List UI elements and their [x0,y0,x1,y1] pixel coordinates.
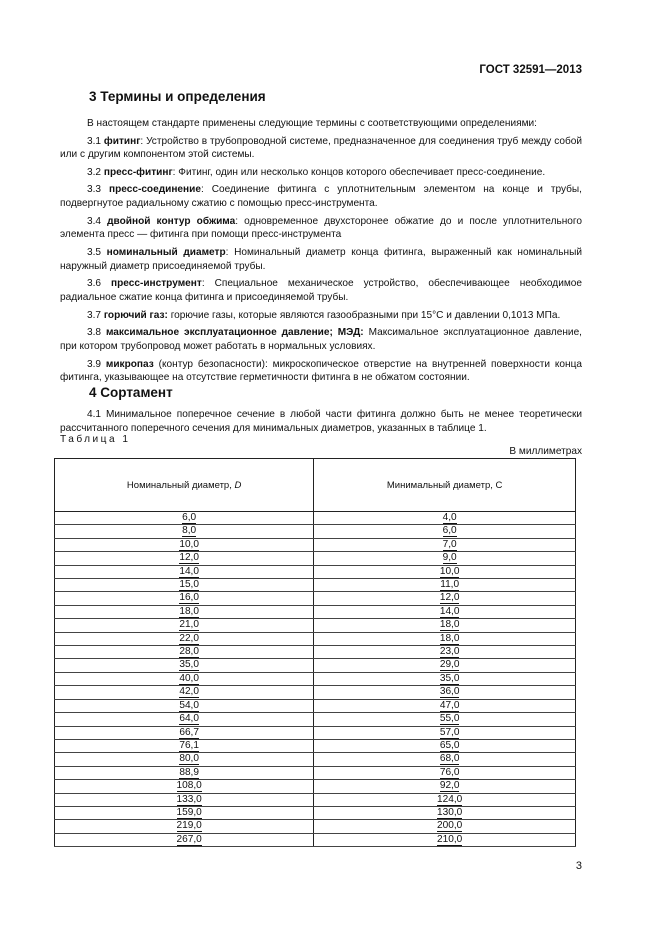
table-row [55,739,576,752]
cell-value: 15,0 [179,579,199,591]
term-definition [60,183,582,210]
term-name: пресс-фитинг [103,166,173,178]
nominal-diameter-cell [55,579,314,592]
cell-value: 10,0 [439,565,460,577]
cell-value: 8,0 [182,525,197,537]
section-4-paragraph: 4.1 Минимальное поперечное сечение в любой части фитинга должно быть не менее теоретически рассчитанного поперечного сечения для минимальных диаметров, указанных в таблице 1. [60,409,582,434]
cell-value: 6,0 [442,525,457,537]
table-row [55,605,576,618]
term-text: (контур безопасности): микроскопическое отверстие на внутренней поверхности конца фитинга, указывающее на отсутствие герметичности фитинга в не обжатом состоянии. [60,358,582,384]
cell-value: 18,0 [439,632,460,644]
cell-value: 7,0 [442,538,457,550]
nominal-diameter-cell [55,686,314,699]
term-text: : Соединение фитинга с уплотнительным элементом на конце и трубы, подвергнутое радиальному сжатию с помощью пресс-инструмента. [60,184,582,210]
term-name: фитинг [103,135,141,147]
page-number: 3 [575,860,582,872]
term-definition [60,309,582,323]
nominal-diameter-cell [55,512,314,525]
table-row [55,766,576,779]
term-definition [60,358,582,385]
term-definition [60,166,582,180]
term-text: : одновременное двухсторонее обжатие до и после уплотнительного элемента пресс — фитинга при помощи пресс-инструмента [60,215,582,241]
column-header-nominal [55,459,314,512]
table-row [55,672,576,685]
table-row [55,806,576,819]
table-row [55,565,576,578]
table-row [55,713,576,726]
table-row [55,646,576,659]
term-definition [60,135,582,162]
cell-value: 210,0 [437,833,463,845]
minimal-diameter-cell [314,525,576,538]
nominal-diameter-cell [55,699,314,712]
term-name: горючий газ: [103,309,168,321]
table-row [55,659,576,672]
cell-value: 76,0 [439,766,460,778]
term-name: пресс-инструмент [110,278,202,290]
cell-value: 22,0 [179,632,199,644]
nominal-diameter-cell [55,793,314,806]
cell-value: 159,0 [176,806,202,818]
cell-value: 47,0 [439,699,460,711]
table-row [55,512,576,525]
table-units: В миллиметрах [509,446,582,457]
minimal-diameter-cell [314,699,576,712]
minimal-diameter-cell [314,780,576,793]
term-definition [60,215,582,242]
cell-value: 14,0 [439,605,460,617]
minimal-diameter-cell [314,512,576,525]
table-row [55,780,576,793]
term-number: 3.4 [87,215,108,227]
table-row [55,699,576,712]
minimal-diameter-cell [314,753,576,766]
term-text: : Номинальный диаметр конца фитинга, выраженный как номинальный наружный диаметр присоединяемой трубы. [60,247,582,272]
cell-value: 23,0 [439,646,460,658]
cell-value: 200,0 [437,820,463,832]
cell-value: 21,0 [179,619,199,631]
term-number: 3.2 [87,166,104,178]
cell-value: 64,0 [179,713,199,725]
table-body [55,512,576,847]
term-name: максимальное эксплуатационное давление; МЭД: [105,327,364,339]
section-3-intro: В настоящем стандарте применены следующие термины с соответствующими определениями: [87,118,537,129]
table-row [55,592,576,605]
table-row [55,552,576,565]
cell-value: 16,0 [179,592,199,604]
nominal-diameter-cell [55,538,314,551]
term-number: 3.3 [87,184,109,196]
nominal-diameter-cell [55,659,314,672]
minimal-diameter-cell [314,672,576,685]
minimal-diameter-cell [314,766,576,779]
minimal-diameter-cell [314,726,576,739]
table-row [55,753,576,766]
section-4-title: 4 Сортамент [89,385,173,400]
cell-value: 65,0 [439,739,460,751]
term-number: 3.1 [87,135,104,147]
cell-value: 68,0 [439,753,460,765]
minimal-diameter-cell [314,579,576,592]
minimal-diameter-cell [314,565,576,578]
minimal-diameter-cell [314,646,576,659]
term-number: 3.5 [87,247,107,259]
cell-value: 133,0 [176,793,202,805]
table-row [55,833,576,846]
term-name: номинальный диаметр [106,247,226,259]
cell-value: 76,1 [179,739,199,751]
nominal-diameter-cell [55,632,314,645]
nominal-diameter-cell [55,672,314,685]
table-row [55,538,576,551]
cell-value: 92,0 [439,780,460,792]
nominal-diameter-cell [55,646,314,659]
minimal-diameter-cell [314,739,576,752]
cell-value: 124,0 [437,793,463,805]
term-name: двойной контур обжима [107,215,236,227]
minimal-diameter-cell [314,686,576,699]
table-row [55,632,576,645]
cell-value: 66,7 [179,726,199,738]
cell-value: 130,0 [437,806,463,818]
table-row [55,619,576,632]
cell-value: 18,0 [179,605,199,617]
nominal-diameter-cell [55,739,314,752]
nominal-diameter-cell [55,726,314,739]
term-text: горючие газы, которые являются газообразными при 15°С и давлении 0,1013 МПа. [167,309,561,321]
cell-value: 57,0 [439,726,460,738]
cell-value: 29,0 [439,659,460,671]
cell-value: 55,0 [439,713,460,725]
term-definition [60,246,582,273]
table-row [55,686,576,699]
cell-value: 80,0 [179,753,199,765]
minimal-diameter-cell [314,632,576,645]
term-number: 3.8 [87,327,106,339]
table-row [55,793,576,806]
term-text: Максимальное эксплуатационное давление, при котором трубопровод может работать в нормальных условиях. [60,327,582,352]
column-header-minimal: Минимальный диаметр, С [314,459,576,512]
table-row [55,525,576,538]
cell-value: 18,0 [439,619,460,631]
document-code: ГОСТ 32591—2013 [479,64,582,76]
nominal-diameter-cell [55,820,314,833]
cell-value: 88,9 [179,766,199,778]
minimal-diameter-cell [314,806,576,819]
nominal-diameter-cell [55,753,314,766]
cell-value: 9,0 [442,552,457,564]
minimal-diameter-cell [314,793,576,806]
diameter-table [54,458,576,847]
nominal-diameter-cell [55,806,314,819]
cell-value: 54,0 [179,699,199,711]
term-number: 3.6 [87,278,111,290]
minimal-diameter-cell [314,820,576,833]
cell-value: 12,0 [179,552,199,564]
nominal-diameter-cell [55,605,314,618]
table-header-row [55,459,576,512]
nominal-diameter-cell [55,565,314,578]
minimal-diameter-cell [314,619,576,632]
term-number: 3.9 [87,358,106,370]
section-3-body [60,117,582,389]
nominal-diameter-cell [55,552,314,565]
table-row [55,820,576,833]
minimal-diameter-cell [314,833,576,846]
cell-value: 267,0 [176,833,202,845]
minimal-diameter-cell [314,552,576,565]
minimal-diameter-cell [314,659,576,672]
cell-value: 219,0 [176,820,202,832]
table-caption: Таблица 1 [60,434,131,445]
nominal-diameter-cell [55,766,314,779]
minimal-diameter-cell [314,538,576,551]
cell-value: 4,0 [442,512,457,523]
term-definition [60,277,582,304]
cell-value: 108,0 [176,780,202,792]
nominal-diameter-cell [55,525,314,538]
column-header-nominal-label: Номинальный диаметр, [126,479,235,491]
cell-value: 6,0 [182,512,197,523]
term-text: : Специальное механическое устройство, обеспечивающее необходимое радиальное сжатие конца фитинга и присоединяемой трубы. [60,278,582,304]
cell-value: 42,0 [179,686,199,698]
nominal-diameter-cell [55,780,314,793]
cell-value: 11,0 [440,579,460,591]
cell-value: 35,0 [179,659,199,671]
cell-value: 40,0 [179,672,199,684]
table-row [55,726,576,739]
nominal-diameter-cell [55,619,314,632]
column-header-nominal-var: D [234,479,242,491]
cell-value: 28,0 [179,646,199,658]
terms-list [60,135,582,385]
section-3-title: 3 Термины и определения [89,89,266,104]
term-name: микропаз [105,358,154,370]
minimal-diameter-cell [314,713,576,726]
minimal-diameter-cell [314,605,576,618]
term-number: 3.7 [87,309,104,321]
term-text: : Фитинг, один или несколько концов которого обеспечивает пресс-соединение. [172,166,546,178]
cell-value: 12,0 [439,592,460,604]
minimal-diameter-cell [314,592,576,605]
term-definition [60,326,582,353]
cell-value: 35,0 [439,672,460,684]
nominal-diameter-cell [55,592,314,605]
cell-value: 14,0 [179,565,199,577]
term-text: : Устройство в трубопроводной системе, предназначенное для соединения труб между собой или с другим компонентом этой системы. [60,135,582,161]
table-row [55,579,576,592]
term-name: пресс-соединение [108,184,201,196]
nominal-diameter-cell [55,713,314,726]
nominal-diameter-cell [55,833,314,846]
section-4-body [60,408,582,439]
cell-value: 36,0 [439,686,460,698]
cell-value: 10,0 [179,538,199,550]
